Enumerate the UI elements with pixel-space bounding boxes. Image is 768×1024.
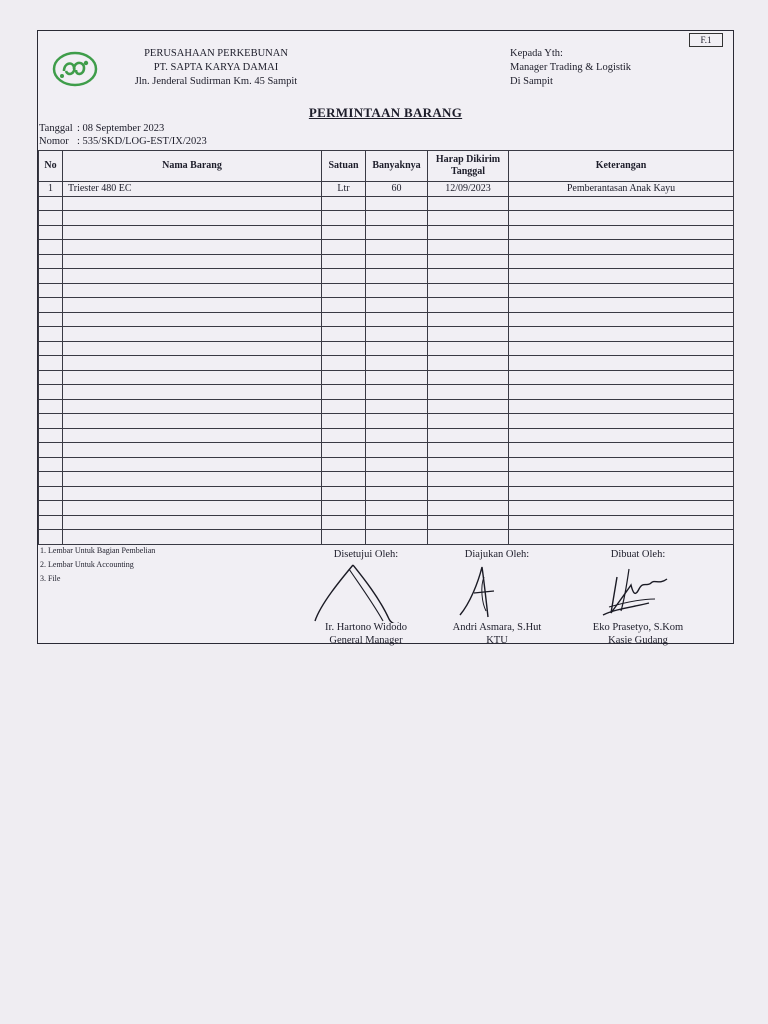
empty-cell [63, 327, 322, 342]
empty-cell [428, 225, 509, 240]
cell-date: 12/09/2023 [428, 182, 509, 197]
empty-cell [428, 414, 509, 429]
signature-role: Diajukan Oleh: [464, 549, 530, 560]
signer-position: Kasie Gudang [608, 635, 668, 646]
empty-cell [509, 341, 734, 356]
empty-cell [39, 341, 63, 356]
empty-cell [322, 501, 366, 516]
empty-cell [509, 530, 734, 545]
company-logo-icon [52, 51, 98, 87]
empty-cell [322, 486, 366, 501]
empty-cell [366, 428, 428, 443]
signer-name: Eko Prasetyo, S.Kom [592, 622, 684, 633]
empty-cell [322, 298, 366, 313]
empty-cell [366, 269, 428, 284]
empty-cell [509, 356, 734, 371]
items-table [38, 150, 734, 545]
empty-cell [63, 370, 322, 385]
empty-cell [39, 428, 63, 443]
empty-cell [322, 443, 366, 458]
empty-cell [509, 399, 734, 414]
recipient-line3: Di Sampit [510, 76, 553, 87]
empty-cell [428, 211, 509, 226]
table-row-empty [39, 515, 734, 530]
empty-cell [366, 385, 428, 400]
empty-cell [322, 240, 366, 255]
empty-cell [39, 530, 63, 545]
cell-unit: Ltr [322, 182, 366, 197]
table-row-empty [39, 428, 734, 443]
table-header-row [39, 151, 734, 182]
empty-cell [366, 254, 428, 269]
empty-cell [322, 327, 366, 342]
empty-cell [428, 501, 509, 516]
signer-position: KTU [486, 635, 508, 646]
empty-cell [39, 501, 63, 516]
empty-cell [322, 356, 366, 371]
empty-cell [63, 515, 322, 530]
empty-cell [366, 196, 428, 211]
empty-cell [63, 254, 322, 269]
signature-role: Disetujui Oleh: [333, 549, 399, 560]
header-qty: Banyaknya [366, 151, 428, 182]
table-row-empty [39, 501, 734, 516]
empty-cell [428, 341, 509, 356]
empty-cell [322, 414, 366, 429]
empty-cell [63, 472, 322, 487]
table-row-empty [39, 399, 734, 414]
empty-cell [509, 312, 734, 327]
empty-cell [39, 312, 63, 327]
cell-name: Triester 480 EC [63, 182, 322, 197]
empty-cell [39, 327, 63, 342]
empty-cell [509, 240, 734, 255]
recipient-line1: Kepada Yth: [510, 48, 563, 59]
empty-cell [428, 312, 509, 327]
empty-cell [39, 414, 63, 429]
number-row [39, 135, 207, 148]
empty-cell [366, 341, 428, 356]
note-line: 2. Lembar Untuk Accounting [40, 560, 134, 569]
table-row-empty [39, 472, 734, 487]
empty-cell [509, 472, 734, 487]
note-line: 3. File [40, 574, 61, 583]
empty-cell [428, 283, 509, 298]
table-row-empty [39, 530, 734, 545]
empty-cell [63, 428, 322, 443]
empty-cell [509, 443, 734, 458]
empty-cell [428, 515, 509, 530]
recipient-block [510, 47, 631, 89]
empty-cell [63, 399, 322, 414]
empty-cell [63, 501, 322, 516]
empty-cell [428, 399, 509, 414]
header-name: Nama Barang [63, 151, 322, 182]
empty-cell [39, 370, 63, 385]
empty-cell [322, 283, 366, 298]
table-row [39, 182, 734, 197]
empty-cell [366, 443, 428, 458]
empty-cell [366, 472, 428, 487]
empty-cell [509, 428, 734, 443]
cell-qty: 60 [366, 182, 428, 197]
empty-cell [509, 515, 734, 530]
date-row [39, 122, 207, 135]
empty-cell [509, 254, 734, 269]
empty-cell [428, 298, 509, 313]
empty-cell [509, 269, 734, 284]
empty-cell [509, 283, 734, 298]
company-address: Jln. Jenderal Sudirman Km. 45 Sampit [134, 76, 298, 87]
empty-cell [366, 501, 428, 516]
empty-cell [63, 298, 322, 313]
empty-cell [509, 370, 734, 385]
table-row-empty [39, 240, 734, 255]
empty-cell [322, 269, 366, 284]
empty-cell [428, 370, 509, 385]
empty-cell [509, 501, 734, 516]
table-row-empty [39, 211, 734, 226]
empty-cell [39, 240, 63, 255]
empty-cell [39, 356, 63, 371]
empty-cell [39, 254, 63, 269]
empty-cell [63, 486, 322, 501]
empty-cell [322, 225, 366, 240]
empty-cell [366, 530, 428, 545]
empty-cell [428, 457, 509, 472]
signature-submitted [422, 549, 572, 647]
empty-cell [322, 530, 366, 545]
empty-cell [366, 327, 428, 342]
empty-cell [322, 472, 366, 487]
table-row-empty [39, 414, 734, 429]
signature-mark-approved [291, 563, 441, 621]
empty-cell [39, 472, 63, 487]
empty-cell [63, 457, 322, 472]
date-value: : 08 September 2023 [77, 123, 165, 134]
empty-cell [39, 443, 63, 458]
table-row-empty [39, 356, 734, 371]
signer-position: General Manager [329, 635, 403, 646]
empty-cell [63, 283, 322, 298]
empty-cell [63, 225, 322, 240]
empty-cell [322, 341, 366, 356]
header-note: Keterangan [509, 151, 734, 182]
table-row-empty [39, 486, 734, 501]
empty-cell [322, 370, 366, 385]
empty-cell [509, 327, 734, 342]
empty-cell [509, 385, 734, 400]
table-row-empty [39, 269, 734, 284]
empty-cell [366, 211, 428, 226]
table-row-empty [39, 283, 734, 298]
empty-cell [322, 211, 366, 226]
empty-cell [63, 341, 322, 356]
empty-cell [39, 515, 63, 530]
empty-cell [428, 385, 509, 400]
empty-cell [63, 530, 322, 545]
empty-cell [366, 515, 428, 530]
empty-cell [322, 385, 366, 400]
table-row-empty [39, 298, 734, 313]
document-title: PERMINTAAN BARANG [308, 105, 463, 120]
empty-cell [39, 196, 63, 211]
empty-cell [39, 211, 63, 226]
header-unit: Satuan [322, 151, 366, 182]
empty-cell [509, 486, 734, 501]
table-row-empty [39, 370, 734, 385]
empty-cell [428, 472, 509, 487]
empty-cell [509, 225, 734, 240]
empty-cell [39, 399, 63, 414]
header-no: No [39, 151, 63, 182]
signer-name: Ir. Hartono Widodo [325, 622, 407, 633]
signature-approved [291, 549, 441, 647]
table-row-empty [39, 457, 734, 472]
empty-cell [39, 457, 63, 472]
signature-mark-submitted [422, 563, 572, 621]
date-label: Tanggal [39, 123, 73, 134]
empty-cell [366, 240, 428, 255]
empty-cell [428, 254, 509, 269]
company-line2: PT. SAPTA KARYA DAMAI [153, 62, 279, 73]
table-row-empty [39, 312, 734, 327]
empty-cell [63, 443, 322, 458]
empty-cell [39, 486, 63, 501]
empty-cell [366, 486, 428, 501]
empty-cell [39, 385, 63, 400]
distribution-notes [40, 544, 155, 586]
recipient-line2: Manager Trading & Logistik [510, 62, 632, 73]
number-value: : 535/SKD/LOG-EST/IX/2023 [77, 136, 207, 147]
empty-cell [428, 530, 509, 545]
empty-cell [63, 240, 322, 255]
empty-cell [39, 225, 63, 240]
document-meta [39, 122, 207, 148]
empty-cell [509, 196, 734, 211]
empty-cell [509, 414, 734, 429]
header-delivery-date [428, 151, 509, 182]
form-code: F.1 [689, 33, 723, 47]
empty-cell [509, 211, 734, 226]
request-form [37, 30, 734, 644]
empty-cell [366, 414, 428, 429]
empty-cell [428, 327, 509, 342]
empty-cell [428, 486, 509, 501]
signature-mark-prepared [563, 563, 713, 621]
header-date-line1: Harap Dikirim [435, 154, 501, 165]
empty-cell [366, 457, 428, 472]
empty-cell [428, 240, 509, 255]
empty-cell [39, 298, 63, 313]
cell-no: 1 [39, 182, 63, 197]
empty-cell [322, 515, 366, 530]
number-label: Nomor [39, 136, 69, 147]
empty-cell [428, 196, 509, 211]
empty-cell [366, 399, 428, 414]
empty-cell [366, 312, 428, 327]
empty-cell [428, 428, 509, 443]
empty-cell [366, 356, 428, 371]
table-row-empty [39, 196, 734, 211]
empty-cell [366, 370, 428, 385]
empty-cell [322, 428, 366, 443]
empty-cell [428, 356, 509, 371]
company-header [116, 47, 316, 89]
table-row-empty [39, 254, 734, 269]
empty-cell [322, 254, 366, 269]
empty-cell [366, 283, 428, 298]
empty-cell [322, 457, 366, 472]
signature-role: Dibuat Oleh: [610, 549, 666, 560]
header-date-line2: Tanggal [450, 166, 486, 177]
table-row-empty [39, 443, 734, 458]
empty-cell [63, 196, 322, 211]
empty-cell [63, 385, 322, 400]
table-row-empty [39, 385, 734, 400]
table-row-empty [39, 225, 734, 240]
empty-cell [509, 298, 734, 313]
empty-cell [39, 283, 63, 298]
empty-cell [63, 211, 322, 226]
empty-cell [322, 399, 366, 414]
empty-cell [322, 196, 366, 211]
empty-cell [366, 225, 428, 240]
note-line: 1. Lembar Untuk Bagian Pembelian [40, 546, 156, 555]
empty-cell [366, 298, 428, 313]
table-row-empty [39, 327, 734, 342]
empty-cell [428, 443, 509, 458]
empty-cell [428, 269, 509, 284]
company-line1: PERUSAHAAN PERKEBUNAN [144, 48, 288, 59]
signature-prepared [563, 549, 713, 647]
table-row-empty [39, 341, 734, 356]
table-body [39, 182, 734, 545]
empty-cell [63, 312, 322, 327]
empty-cell [322, 312, 366, 327]
cell-note: Pemberantasan Anak Kayu [509, 182, 734, 197]
empty-cell [63, 269, 322, 284]
empty-cell [39, 269, 63, 284]
empty-cell [63, 356, 322, 371]
empty-cell [509, 457, 734, 472]
signer-name: Andri Asmara, S.Hut [452, 622, 542, 633]
empty-cell [63, 414, 322, 429]
